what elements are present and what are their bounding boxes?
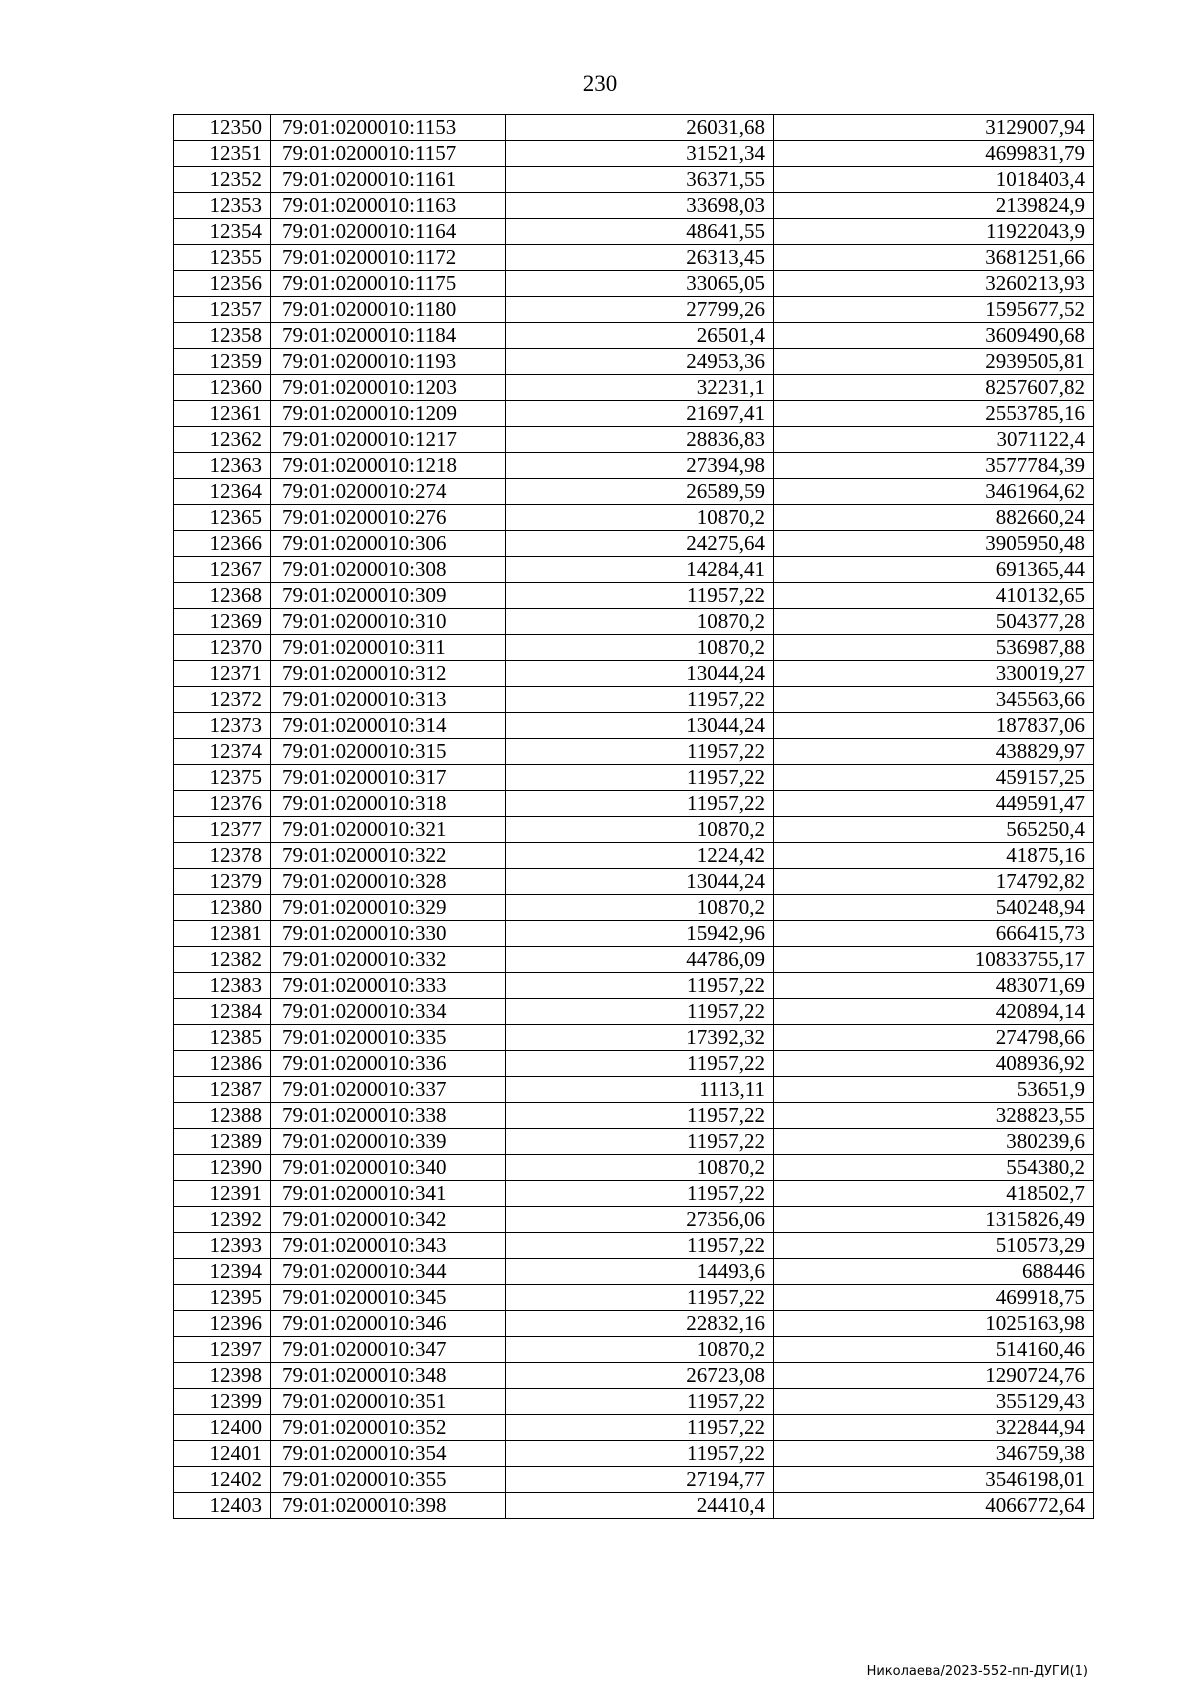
cadastral-number-cell: 79:01:0200010:343	[271, 1233, 506, 1259]
table-row	[174, 479, 1094, 505]
row-number-cell: 12366	[174, 531, 271, 557]
row-number-cell: 12374	[174, 739, 271, 765]
table-row	[174, 167, 1094, 193]
row-number-cell: 12397	[174, 1337, 271, 1363]
area-cell: 26501,4	[506, 323, 774, 349]
area-cell: 33065,05	[506, 271, 774, 297]
row-number-cell: 12357	[174, 297, 271, 323]
table-row	[174, 895, 1094, 921]
table-row	[174, 713, 1094, 739]
cadastral-value-cell: 2553785,16	[774, 401, 1094, 427]
cadastral-number-cell: 79:01:0200010:312	[271, 661, 506, 687]
table-row	[174, 505, 1094, 531]
table-row	[174, 297, 1094, 323]
table-row	[174, 739, 1094, 765]
area-cell: 17392,32	[506, 1025, 774, 1051]
cadastral-number-cell: 79:01:0200010:314	[271, 713, 506, 739]
cadastral-number-cell: 79:01:0200010:351	[271, 1389, 506, 1415]
cadastral-number-cell: 79:01:0200010:328	[271, 869, 506, 895]
row-number-cell: 12401	[174, 1441, 271, 1467]
row-number-cell: 12360	[174, 375, 271, 401]
cadastral-number-cell: 79:01:0200010:318	[271, 791, 506, 817]
row-number-cell: 12356	[174, 271, 271, 297]
row-number-cell: 12373	[174, 713, 271, 739]
area-cell: 11957,22	[506, 791, 774, 817]
table-row	[174, 557, 1094, 583]
cadastral-value-cell: 346759,38	[774, 1441, 1094, 1467]
cadastral-value-cell: 882660,24	[774, 505, 1094, 531]
area-cell: 11957,22	[506, 973, 774, 999]
table-row	[174, 323, 1094, 349]
table-row	[174, 661, 1094, 687]
area-cell: 11957,22	[506, 1051, 774, 1077]
row-number-cell: 12371	[174, 661, 271, 687]
cadastral-number-cell: 79:01:0200010:1153	[271, 115, 506, 141]
table-row	[174, 115, 1094, 141]
cadastral-value-cell: 691365,44	[774, 557, 1094, 583]
row-number-cell: 12367	[174, 557, 271, 583]
cadastral-number-cell: 79:01:0200010:354	[271, 1441, 506, 1467]
row-number-cell: 12386	[174, 1051, 271, 1077]
area-cell: 11957,22	[506, 999, 774, 1025]
table-row	[174, 531, 1094, 557]
document-footer-reference: Николаева/2023-552-пп-ДУГИ(1)	[866, 1664, 1088, 1679]
cadastral-number-cell: 79:01:0200010:308	[271, 557, 506, 583]
row-number-cell: 12391	[174, 1181, 271, 1207]
table-row	[174, 193, 1094, 219]
cadastral-value-table	[173, 114, 1094, 1519]
row-number-cell: 12369	[174, 609, 271, 635]
row-number-cell: 12380	[174, 895, 271, 921]
area-cell: 13044,24	[506, 869, 774, 895]
area-cell: 26031,68	[506, 115, 774, 141]
cadastral-number-cell: 79:01:0200010:347	[271, 1337, 506, 1363]
row-number-cell: 12393	[174, 1233, 271, 1259]
cadastral-value-cell: 1018403,4	[774, 167, 1094, 193]
row-number-cell: 12384	[174, 999, 271, 1025]
table-row	[174, 999, 1094, 1025]
area-cell: 10870,2	[506, 505, 774, 531]
table-row	[174, 1103, 1094, 1129]
area-cell: 11957,22	[506, 1415, 774, 1441]
cadastral-value-cell: 565250,4	[774, 817, 1094, 843]
cadastral-number-cell: 79:01:0200010:315	[271, 739, 506, 765]
cadastral-number-cell: 79:01:0200010:1203	[271, 375, 506, 401]
cadastral-value-cell: 410132,65	[774, 583, 1094, 609]
area-cell: 32231,1	[506, 375, 774, 401]
row-number-cell: 12368	[174, 583, 271, 609]
row-number-cell: 12399	[174, 1389, 271, 1415]
cadastral-number-cell: 79:01:0200010:1184	[271, 323, 506, 349]
area-cell: 27394,98	[506, 453, 774, 479]
cadastral-number-cell: 79:01:0200010:329	[271, 895, 506, 921]
cadastral-number-cell: 79:01:0200010:313	[271, 687, 506, 713]
row-number-cell: 12376	[174, 791, 271, 817]
table-row	[174, 635, 1094, 661]
cadastral-number-cell: 79:01:0200010:1180	[271, 297, 506, 323]
area-cell: 10870,2	[506, 1155, 774, 1181]
cadastral-value-cell: 3905950,48	[774, 531, 1094, 557]
cadastral-value-cell: 536987,88	[774, 635, 1094, 661]
cadastral-number-cell: 79:01:0200010:341	[271, 1181, 506, 1207]
table-row	[174, 687, 1094, 713]
table-row	[174, 141, 1094, 167]
cadastral-value-cell: 1025163,98	[774, 1311, 1094, 1337]
cadastral-number-cell: 79:01:0200010:339	[271, 1129, 506, 1155]
cadastral-number-cell: 79:01:0200010:276	[271, 505, 506, 531]
area-cell: 22832,16	[506, 1311, 774, 1337]
row-number-cell: 12403	[174, 1493, 271, 1519]
cadastral-value-cell: 274798,66	[774, 1025, 1094, 1051]
area-cell: 11957,22	[506, 1103, 774, 1129]
cadastral-value-cell: 540248,94	[774, 895, 1094, 921]
cadastral-number-cell: 79:01:0200010:306	[271, 531, 506, 557]
table-row	[174, 1363, 1094, 1389]
table-row	[174, 427, 1094, 453]
row-number-cell: 12385	[174, 1025, 271, 1051]
cadastral-value-cell: 3546198,01	[774, 1467, 1094, 1493]
cadastral-number-cell: 79:01:0200010:344	[271, 1259, 506, 1285]
table-row	[174, 1415, 1094, 1441]
table-row	[174, 947, 1094, 973]
table-row	[174, 1285, 1094, 1311]
table-row	[174, 1077, 1094, 1103]
cadastral-value-cell: 449591,47	[774, 791, 1094, 817]
area-cell: 11957,22	[506, 1233, 774, 1259]
table-row	[174, 1129, 1094, 1155]
table-row	[174, 869, 1094, 895]
row-number-cell: 12354	[174, 219, 271, 245]
cadastral-value-cell: 41875,16	[774, 843, 1094, 869]
cadastral-number-cell: 79:01:0200010:1163	[271, 193, 506, 219]
table-row	[174, 1207, 1094, 1233]
area-cell: 26589,59	[506, 479, 774, 505]
cadastral-value-cell: 322844,94	[774, 1415, 1094, 1441]
row-number-cell: 12388	[174, 1103, 271, 1129]
table-row	[174, 1389, 1094, 1415]
cadastral-value-cell: 1315826,49	[774, 1207, 1094, 1233]
table-row	[174, 1051, 1094, 1077]
area-cell: 10870,2	[506, 817, 774, 843]
cadastral-value-cell: 11922043,9	[774, 219, 1094, 245]
table-row	[174, 1181, 1094, 1207]
area-cell: 27356,06	[506, 1207, 774, 1233]
area-cell: 13044,24	[506, 661, 774, 687]
cadastral-value-cell: 510573,29	[774, 1233, 1094, 1259]
cadastral-number-cell: 79:01:0200010:1175	[271, 271, 506, 297]
row-number-cell: 12398	[174, 1363, 271, 1389]
row-number-cell: 12387	[174, 1077, 271, 1103]
cadastral-number-cell: 79:01:0200010:352	[271, 1415, 506, 1441]
cadastral-number-cell: 79:01:0200010:330	[271, 921, 506, 947]
cadastral-number-cell: 79:01:0200010:346	[271, 1311, 506, 1337]
table-row	[174, 453, 1094, 479]
cadastral-number-cell: 79:01:0200010:322	[271, 843, 506, 869]
cadastral-number-cell: 79:01:0200010:336	[271, 1051, 506, 1077]
cadastral-value-cell: 328823,55	[774, 1103, 1094, 1129]
cadastral-number-cell: 79:01:0200010:1193	[271, 349, 506, 375]
row-number-cell: 12364	[174, 479, 271, 505]
row-number-cell: 12390	[174, 1155, 271, 1181]
table-row	[174, 1311, 1094, 1337]
row-number-cell: 12359	[174, 349, 271, 375]
area-cell: 11957,22	[506, 765, 774, 791]
table-row	[174, 271, 1094, 297]
cadastral-number-cell: 79:01:0200010:274	[271, 479, 506, 505]
cadastral-value-cell: 438829,97	[774, 739, 1094, 765]
cadastral-number-cell: 79:01:0200010:1209	[271, 401, 506, 427]
area-cell: 27799,26	[506, 297, 774, 323]
cadastral-value-cell: 408936,92	[774, 1051, 1094, 1077]
area-cell: 33698,03	[506, 193, 774, 219]
table-body	[174, 115, 1094, 1519]
row-number-cell: 12389	[174, 1129, 271, 1155]
table-row	[174, 843, 1094, 869]
table-row	[174, 1493, 1094, 1519]
table-row	[174, 1025, 1094, 1051]
area-cell: 11957,22	[506, 583, 774, 609]
cadastral-number-cell: 79:01:0200010:355	[271, 1467, 506, 1493]
area-cell: 11957,22	[506, 1181, 774, 1207]
cadastral-number-cell: 79:01:0200010:317	[271, 765, 506, 791]
cadastral-number-cell: 79:01:0200010:348	[271, 1363, 506, 1389]
cadastral-number-cell: 79:01:0200010:337	[271, 1077, 506, 1103]
table-row	[174, 401, 1094, 427]
cadastral-value-cell: 3260213,93	[774, 271, 1094, 297]
cadastral-value-cell: 355129,43	[774, 1389, 1094, 1415]
area-cell: 26313,45	[506, 245, 774, 271]
cadastral-value-cell: 330019,27	[774, 661, 1094, 687]
table-row	[174, 1259, 1094, 1285]
table-row	[174, 791, 1094, 817]
row-number-cell: 12372	[174, 687, 271, 713]
area-cell: 11957,22	[506, 1441, 774, 1467]
row-number-cell: 12383	[174, 973, 271, 999]
cadastral-value-cell: 8257607,82	[774, 375, 1094, 401]
area-cell: 10870,2	[506, 1337, 774, 1363]
cadastral-value-cell: 504377,28	[774, 609, 1094, 635]
cadastral-value-cell: 420894,14	[774, 999, 1094, 1025]
cadastral-number-cell: 79:01:0200010:332	[271, 947, 506, 973]
cadastral-number-cell: 79:01:0200010:1161	[271, 167, 506, 193]
row-number-cell: 12402	[174, 1467, 271, 1493]
cadastral-value-cell: 3129007,94	[774, 115, 1094, 141]
row-number-cell: 12400	[174, 1415, 271, 1441]
row-number-cell: 12362	[174, 427, 271, 453]
area-cell: 10870,2	[506, 635, 774, 661]
cadastral-value-cell: 3071122,4	[774, 427, 1094, 453]
cadastral-number-cell: 79:01:0200010:311	[271, 635, 506, 661]
cadastral-number-cell: 79:01:0200010:342	[271, 1207, 506, 1233]
row-number-cell: 12365	[174, 505, 271, 531]
row-number-cell: 12375	[174, 765, 271, 791]
cadastral-value-cell: 345563,66	[774, 687, 1094, 713]
area-cell: 1224,42	[506, 843, 774, 869]
row-number-cell: 12379	[174, 869, 271, 895]
table-row	[174, 1441, 1094, 1467]
cadastral-number-cell: 79:01:0200010:310	[271, 609, 506, 635]
cadastral-value-cell: 1290724,76	[774, 1363, 1094, 1389]
area-cell: 21697,41	[506, 401, 774, 427]
table-row	[174, 1155, 1094, 1181]
area-cell: 11957,22	[506, 1129, 774, 1155]
table-row	[174, 817, 1094, 843]
cadastral-number-cell: 79:01:0200010:1157	[271, 141, 506, 167]
cadastral-number-cell: 79:01:0200010:334	[271, 999, 506, 1025]
row-number-cell: 12394	[174, 1259, 271, 1285]
area-cell: 44786,09	[506, 947, 774, 973]
cadastral-value-cell: 3609490,68	[774, 323, 1094, 349]
row-number-cell: 12378	[174, 843, 271, 869]
area-cell: 14284,41	[506, 557, 774, 583]
row-number-cell: 12396	[174, 1311, 271, 1337]
cadastral-value-cell: 459157,25	[774, 765, 1094, 791]
cadastral-value-cell: 514160,46	[774, 1337, 1094, 1363]
area-cell: 26723,08	[506, 1363, 774, 1389]
cadastral-number-cell: 79:01:0200010:1218	[271, 453, 506, 479]
cadastral-number-cell: 79:01:0200010:345	[271, 1285, 506, 1311]
area-cell: 27194,77	[506, 1467, 774, 1493]
cadastral-value-cell: 53651,9	[774, 1077, 1094, 1103]
table-row	[174, 1467, 1094, 1493]
table-row	[174, 973, 1094, 999]
row-number-cell: 12381	[174, 921, 271, 947]
area-cell: 1113,11	[506, 1077, 774, 1103]
table-row	[174, 375, 1094, 401]
cadastral-value-cell: 1595677,52	[774, 297, 1094, 323]
row-number-cell: 12351	[174, 141, 271, 167]
cadastral-number-cell: 79:01:0200010:1172	[271, 245, 506, 271]
cadastral-value-cell: 554380,2	[774, 1155, 1094, 1181]
row-number-cell: 12395	[174, 1285, 271, 1311]
cadastral-number-cell: 79:01:0200010:1217	[271, 427, 506, 453]
cadastral-number-cell: 79:01:0200010:335	[271, 1025, 506, 1051]
area-cell: 36371,55	[506, 167, 774, 193]
row-number-cell: 12352	[174, 167, 271, 193]
table-row	[174, 1233, 1094, 1259]
row-number-cell: 12353	[174, 193, 271, 219]
table-row	[174, 921, 1094, 947]
area-cell: 28836,83	[506, 427, 774, 453]
cadastral-value-cell: 2139824,9	[774, 193, 1094, 219]
table-row	[174, 583, 1094, 609]
cadastral-value-cell: 3681251,66	[774, 245, 1094, 271]
row-number-cell: 12363	[174, 453, 271, 479]
row-number-cell: 12358	[174, 323, 271, 349]
row-number-cell: 12361	[174, 401, 271, 427]
table-row	[174, 219, 1094, 245]
area-cell: 11957,22	[506, 1389, 774, 1415]
table-row	[174, 349, 1094, 375]
area-cell: 31521,34	[506, 141, 774, 167]
row-number-cell: 12392	[174, 1207, 271, 1233]
area-cell: 15942,96	[506, 921, 774, 947]
cadastral-value-cell: 688446	[774, 1259, 1094, 1285]
area-cell: 11957,22	[506, 739, 774, 765]
area-cell: 14493,6	[506, 1259, 774, 1285]
cadastral-value-cell: 10833755,17	[774, 947, 1094, 973]
area-cell: 48641,55	[506, 219, 774, 245]
page-number: 230	[582, 71, 618, 96]
cadastral-value-cell: 187837,06	[774, 713, 1094, 739]
area-cell: 10870,2	[506, 895, 774, 921]
row-number-cell: 12377	[174, 817, 271, 843]
area-cell: 24410,4	[506, 1493, 774, 1519]
area-cell: 10870,2	[506, 609, 774, 635]
cadastral-number-cell: 79:01:0200010:398	[271, 1493, 506, 1519]
row-number-cell: 12350	[174, 115, 271, 141]
table-row	[174, 765, 1094, 791]
cadastral-value-cell: 2939505,81	[774, 349, 1094, 375]
cadastral-number-cell: 79:01:0200010:333	[271, 973, 506, 999]
area-cell: 24953,36	[506, 349, 774, 375]
cadastral-value-cell: 4699831,79	[774, 141, 1094, 167]
cadastral-number-cell: 79:01:0200010:321	[271, 817, 506, 843]
cadastral-value-cell: 174792,82	[774, 869, 1094, 895]
row-number-cell: 12370	[174, 635, 271, 661]
row-number-cell: 12355	[174, 245, 271, 271]
table-row	[174, 245, 1094, 271]
area-cell: 11957,22	[506, 1285, 774, 1311]
table-row	[174, 1337, 1094, 1363]
cadastral-value-cell: 4066772,64	[774, 1493, 1094, 1519]
cadastral-value-cell: 418502,7	[774, 1181, 1094, 1207]
cadastral-number-cell: 79:01:0200010:309	[271, 583, 506, 609]
area-cell: 11957,22	[506, 687, 774, 713]
cadastral-value-cell: 469918,75	[774, 1285, 1094, 1311]
cadastral-value-cell: 3577784,39	[774, 453, 1094, 479]
cadastral-number-cell: 79:01:0200010:340	[271, 1155, 506, 1181]
cadastral-value-cell: 483071,69	[774, 973, 1094, 999]
cadastral-value-cell: 3461964,62	[774, 479, 1094, 505]
table-row	[174, 609, 1094, 635]
cadastral-value-cell: 666415,73	[774, 921, 1094, 947]
cadastral-number-cell: 79:01:0200010:1164	[271, 219, 506, 245]
area-cell: 13044,24	[506, 713, 774, 739]
area-cell: 24275,64	[506, 531, 774, 557]
cadastral-number-cell: 79:01:0200010:338	[271, 1103, 506, 1129]
row-number-cell: 12382	[174, 947, 271, 973]
cadastral-value-cell: 380239,6	[774, 1129, 1094, 1155]
